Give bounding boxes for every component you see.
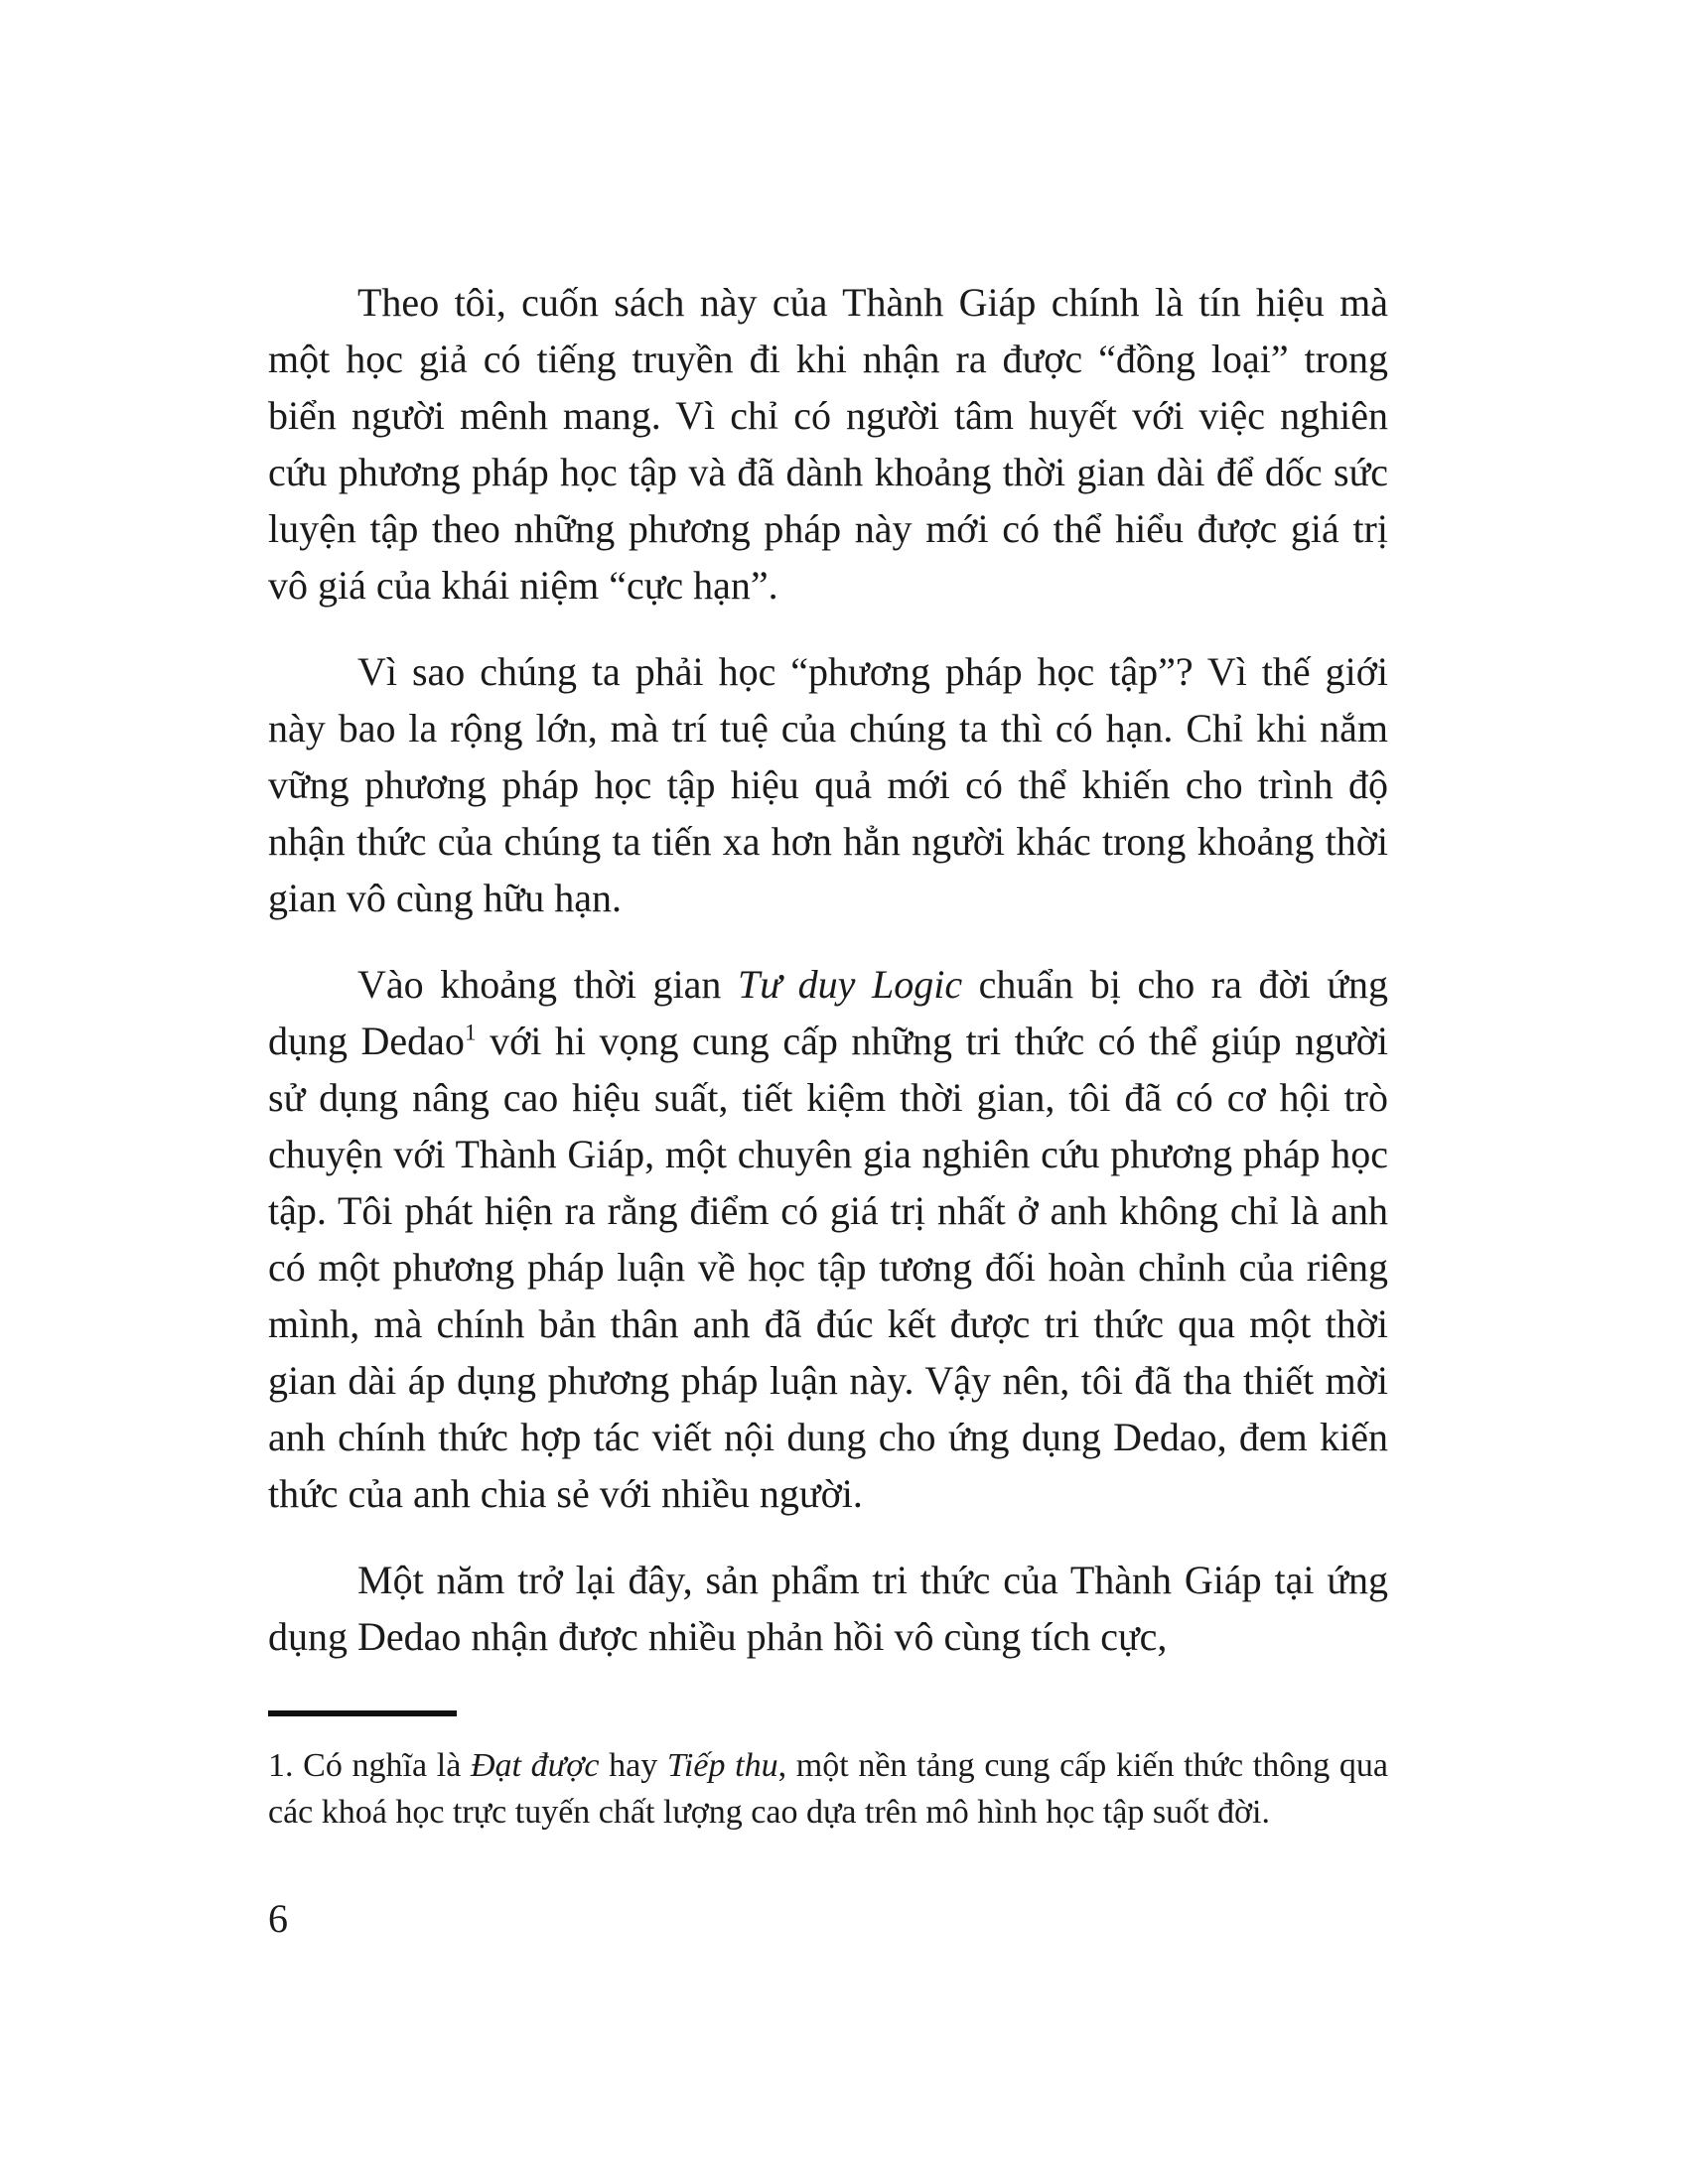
footnote-area <box>268 1710 1388 1836</box>
body-paragraph: Theo tôi, cuốn sách này của Thành Giáp chính là tín hiệu mà một học giả có tiếng truyền đi khi nhận ra được “đồng loại” trong biển người mênh mang. Vì chỉ có người tâm huyết với việc nghiên cứu phương pháp học tập và đã dành khoảng thời gian dài để dốc sức luyện tập theo những phương pháp này mới có thể hiểu được giá trị vô giá của khái niệm “cực hạn”. <box>268 280 1388 608</box>
body-paragraph: Một năm trở lại đây, sản phẩm tri thức của Thành Giáp tại ứng dụng Dedao nhận được nhiều phản hồi vô cùng tích cực, <box>268 1558 1388 1659</box>
body-text <box>268 274 1388 1665</box>
footnote-divider <box>268 1710 457 1716</box>
body-paragraph: Vào khoảng thời gian Tư duy Logic chuẩn bị cho ra đời ứng dụng Dedao$^1$ với hi vọng cung cấp những tri thức có thể giúp người sử dụng nâng cao hiệu suất, tiết kiệm thời gian, tôi đã có cơ hội trò chuyện với Thành Giáp, một chuyên gia nghiên cứu phương pháp học tập. Tôi phát hiện ra rằng điểm có giá trị nhất ở anh không chỉ là anh có một phương pháp luận về học tập tương đối hoàn chỉnh của riêng mình, mà chính bản thân anh đã đúc kết được tri thức qua một thời gian dài áp dụng phương pháp luận này. Vậy nên, tôi đã tha thiết mời anh chính thức hợp tác viết nội dung cho ứng dụng Dedao, đem kiến thức của anh chia sẻ với nhiều người. <box>268 962 1388 1516</box>
page-content <box>268 274 1388 1939</box>
page-number: 6 <box>268 1896 288 1941</box>
body-paragraph: Vì sao chúng ta phải học “phương pháp học tập”? Vì thế giới này bao la rộng lớn, mà trí tuệ của chúng ta thì có hạn. Chỉ khi nắm vững phương pháp học tập hiệu quả mới có thể khiến cho trình độ nhận thức của chúng ta tiến xa hơn hẳn người khác trong khoảng thời gian vô cùng hữu hạn. <box>268 649 1388 920</box>
footnote: 1. Có nghĩa là Đạt được hay Tiếp thu, một nền tảng cung cấp kiến thức thông qua các khoá học trực tuyến chất lượng cao dựa trên mô hình học tập suốt đời. <box>268 1747 1389 1831</box>
